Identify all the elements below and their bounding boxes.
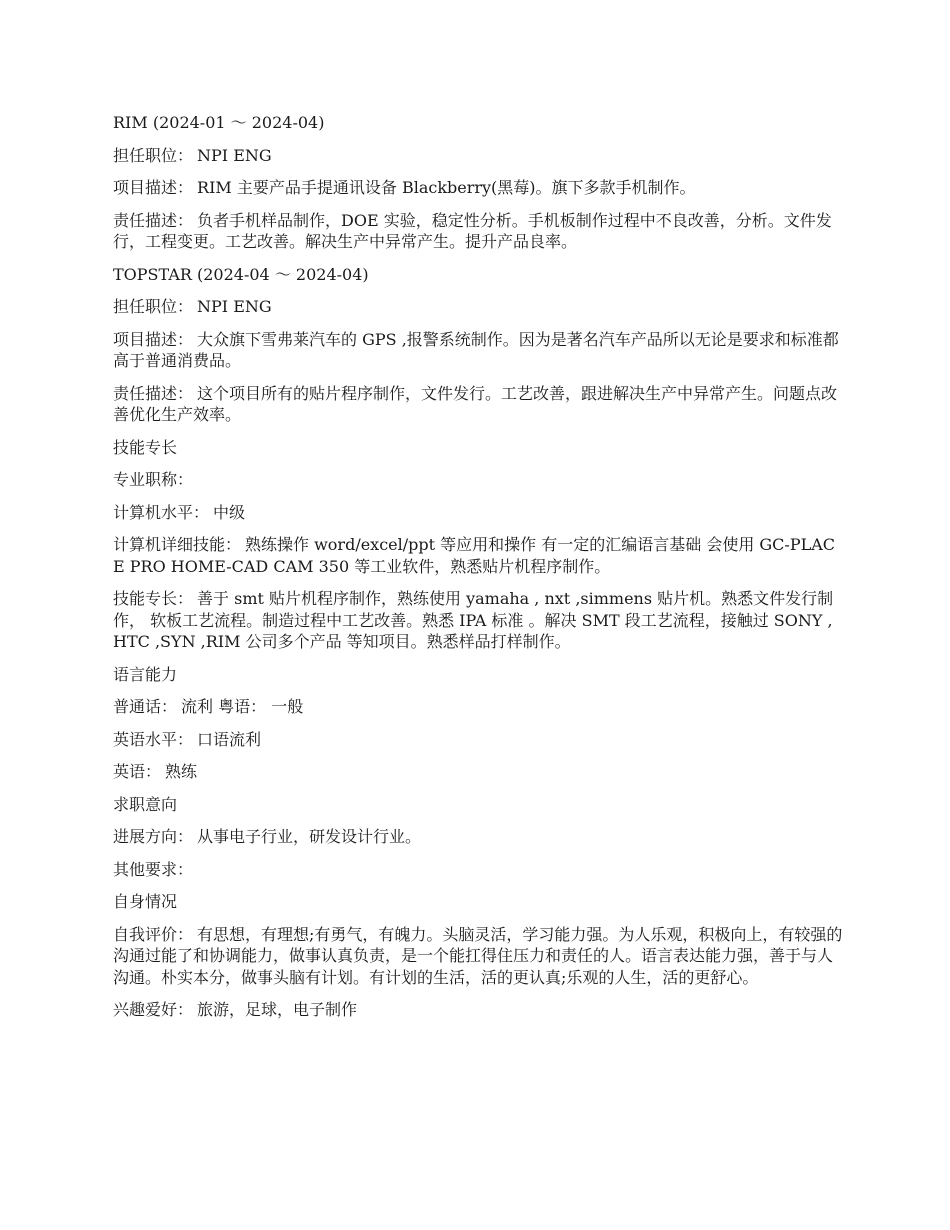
paragraph-label: 担任职位： — [113, 297, 194, 316]
computer-skills-detail — [113, 534, 843, 577]
paragraph-text: 负者手机样品制作，DOE 实验，稳定性分析。手机板制作过程中不良改善，分析。文件发行，工程变更。工艺改善。解决生产中异常产生。提升产品良率。 — [113, 210, 832, 251]
paragraph-text: 熟练 — [165, 762, 198, 781]
paragraph-label: 英语： — [113, 762, 162, 781]
paragraph-text: 这个项目所有的贴片程序制作，文件发行。工艺改善，跟进解决生产中异常产生。问题点改善优化生产效率。 — [113, 383, 838, 424]
paragraph-text: 自身情况 — [113, 892, 178, 911]
paragraph-label: 计算机详细技能： — [113, 535, 242, 554]
section-title-rim — [113, 112, 843, 134]
paragraph-label: 英语水平： — [113, 729, 194, 749]
topstar-responsibility-description — [113, 383, 843, 426]
paragraph-label: 项目描述： — [113, 178, 194, 197]
paragraph-label: 专业职称： — [113, 470, 194, 489]
computer-level — [113, 502, 843, 524]
paragraph-text: 求职意向 — [113, 794, 178, 814]
professional-title — [113, 469, 843, 491]
paragraph-text: 流利 粤语： 一般 — [181, 697, 304, 716]
english-level — [113, 729, 843, 751]
document-page — [113, 112, 843, 1032]
paragraph-text: 中级 — [213, 502, 246, 522]
paragraph-label: 担任职位： — [113, 145, 194, 165]
skill-specialty — [113, 588, 843, 653]
paragraph-label: 其他要求： — [113, 859, 194, 879]
section-title-job-intention — [113, 794, 843, 816]
section-title-topstar — [113, 264, 843, 286]
paragraph-label: 进展方向： — [113, 827, 194, 846]
section-title-self — [113, 891, 843, 913]
english-proficiency — [113, 761, 843, 783]
self-evaluation — [113, 924, 843, 989]
rim-project-description — [113, 177, 843, 199]
paragraph-label: 技能专长： — [113, 589, 194, 608]
paragraph-label: 普通话： — [113, 697, 178, 716]
paragraph-text: 善于 smt 贴片机程序制作，熟练使用 yamaha , nxt ,simmens 贴片机。熟悉文件发行制作， 软板工艺流程。制造过程中工艺改善。熟悉 IPA 标准 。解决 SMT 段工艺流程，接触过 SONY ,HTC ,SYN ,RIM 公司多个产品 等知项目。熟悉样品打样制作。 — [113, 589, 834, 651]
paragraph-text: 语言能力 — [113, 664, 178, 684]
section-title-language — [113, 664, 843, 686]
hobbies — [113, 999, 843, 1021]
paragraph-label: 责任描述： — [113, 210, 194, 230]
paragraph-label: 责任描述： — [113, 383, 194, 403]
topstar-project-description — [113, 329, 843, 372]
paragraph-text: 有思想，有理想;有勇气，有魄力。头脑灵活，学习能力强。为人乐观，积极向上，有较强的沟通过能了和协调能力，做事认真负责，是一个能扛得住压力和责任的人。语言表达能力强，善于与人沟通。朴实本分，做事头脑有计划。有计划的生活，活的更认真;乐观的人生，活的更舒心。 — [113, 924, 843, 987]
rim-responsibility-description — [113, 210, 843, 253]
paragraph-label: 项目描述： — [113, 329, 194, 349]
paragraph-text: 大众旗下雪弗莱汽车的 GPS ,报警系统制作。因为是著名汽车产品所以无论是要求和标准都高于普通消费品。 — [113, 329, 839, 370]
paragraph-text: TOPSTAR (2024-04 ～ 2024-04) — [113, 264, 369, 284]
paragraph-label: 兴趣爱好： — [113, 1000, 194, 1019]
paragraph-text: 技能专长 — [113, 437, 178, 457]
other-requirements — [113, 859, 843, 881]
mandarin-cantonese-level — [113, 696, 843, 718]
section-title-skills — [113, 437, 843, 459]
paragraph-text: 熟练操作 word/excel/ppt 等应用和操作 有一定的汇编语言基础 会使用 GC-PLACE PRO HOME-CAD CAM 350 等工业软件，熟悉贴片机程序制作。 — [113, 535, 836, 576]
paragraph-text: NPI ENG — [197, 145, 272, 165]
paragraph-text: RIM 主要产品手提通讯设备 Blackberry(黑莓)。旗下多款手机制作。 — [197, 178, 696, 197]
paragraph-text: 从事电子行业，研发设计行业。 — [197, 827, 422, 846]
paragraph-text: 旅游，足球，电子制作 — [197, 1000, 358, 1019]
paragraph-label: 自我评价： — [113, 924, 194, 944]
career-direction — [113, 826, 843, 848]
rim-position — [113, 145, 843, 167]
paragraph-text: NPI ENG — [197, 297, 272, 316]
topstar-position — [113, 296, 843, 318]
paragraph-label: 计算机水平： — [113, 502, 210, 522]
paragraph-text: RIM (2024-01 ～ 2024-04) — [113, 113, 325, 132]
paragraph-text: 口语流利 — [197, 729, 262, 749]
